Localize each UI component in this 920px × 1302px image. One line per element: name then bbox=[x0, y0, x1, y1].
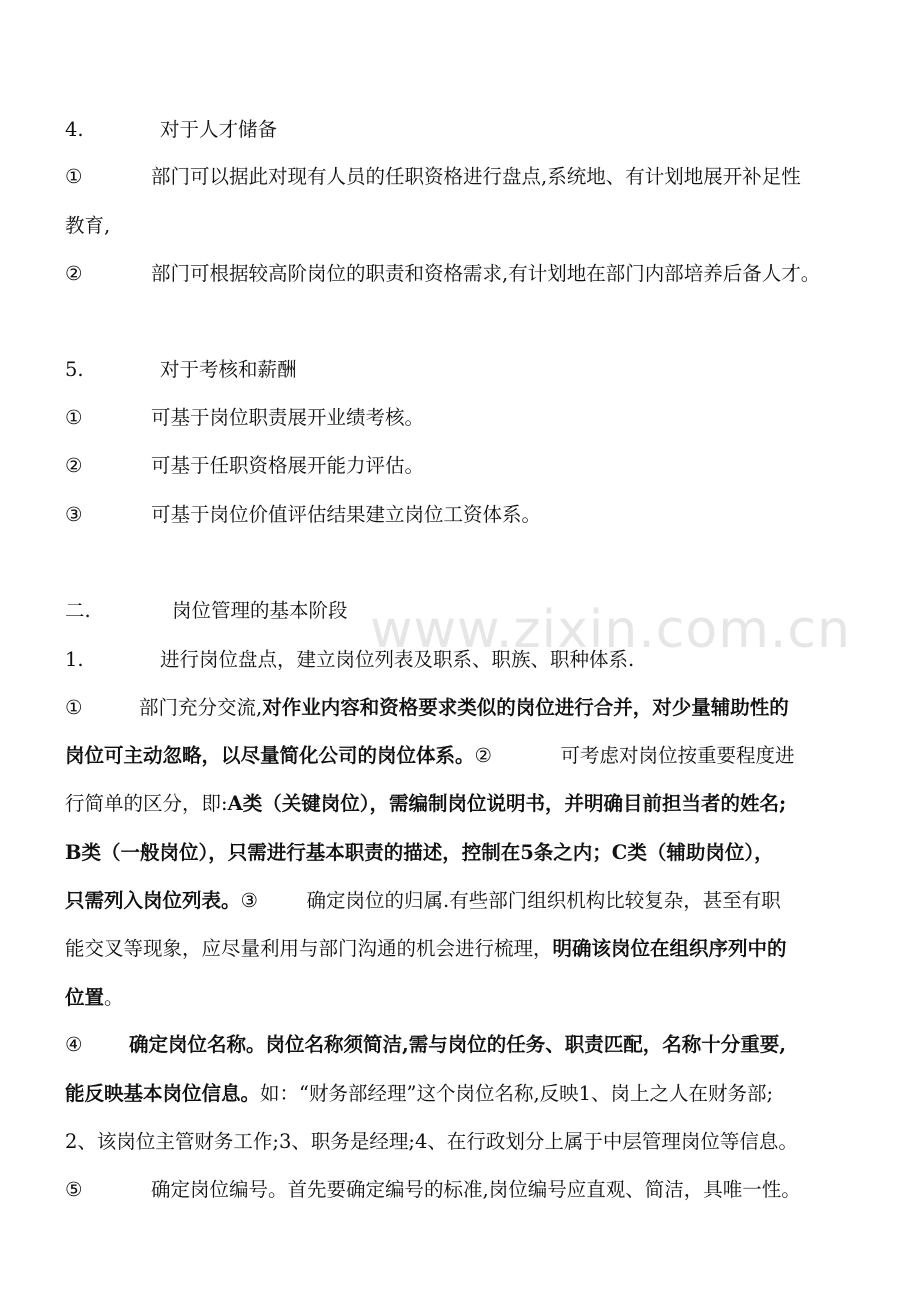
section4-item1-continuation: 教育, bbox=[65, 214, 111, 237]
paragraph-line-8 bbox=[65, 1030, 786, 1060]
text-plain: 确定岗位编号。首先要确定编号的标准,岗位编号应直观、简洁，具唯一性。 bbox=[151, 1178, 801, 1201]
text-bold: 确定岗位名称。岗位名称须简洁,需与岗位的任务、职责匹配，名称十分重要, bbox=[129, 1033, 787, 1056]
list-item-text: 可基于岗位职责展开业绩考核。 bbox=[151, 406, 425, 429]
part2-heading: 岗位管理的基本阶段 bbox=[172, 599, 348, 622]
list-marker: ① bbox=[65, 696, 83, 719]
list-item-text: 部门可根据较高阶岗位的职责和资格需求,有计划地在部门内部培养后备人才。 bbox=[151, 262, 821, 285]
list-marker: ③ bbox=[65, 503, 83, 526]
part2-title bbox=[65, 596, 348, 626]
text-bold: 只需列入岗位列表。 bbox=[65, 889, 241, 912]
text-bold: 能反映基本岗位信息。 bbox=[65, 1082, 261, 1105]
text-plain: 能交叉等现象，应尽量利用与部门沟通的机会进行梳理， bbox=[65, 937, 553, 960]
list-item-text: 可基于岗位价值评估结果建立岗位工资体系。 bbox=[151, 503, 542, 526]
paragraph-line-9 bbox=[65, 1079, 773, 1109]
paragraph-line-11 bbox=[65, 1175, 801, 1205]
text-bold: 位置 bbox=[65, 986, 105, 1009]
text-plain: 确定岗位的归属.有些部门组织机构比较复杂，甚至有职 bbox=[306, 889, 781, 912]
text-bold: B类（一般岗位），只需进行基本职责的描述，控制在5条之内；C类（辅助岗位）， bbox=[65, 841, 774, 864]
part2-number: 二. bbox=[65, 599, 91, 622]
text-plain: 行简单的区分，即: bbox=[65, 792, 228, 815]
list-marker: ① bbox=[65, 165, 83, 188]
sub1-heading: 进行岗位盘点，建立岗位列表及职系、职族、职种体系. bbox=[160, 648, 635, 671]
list-marker: ② bbox=[65, 262, 83, 285]
part2-sub1-title bbox=[65, 645, 634, 675]
paragraph-line-7 bbox=[65, 983, 124, 1013]
text-plain: 可考虑对岗位按重要程度进 bbox=[560, 744, 795, 767]
section5-item2 bbox=[65, 451, 424, 481]
section5-heading: 对于考核和薪酬 bbox=[160, 358, 297, 381]
paragraph-line-1 bbox=[65, 693, 789, 723]
list-marker: ② bbox=[474, 744, 492, 767]
list-marker: ③ bbox=[240, 889, 258, 912]
section5-item1 bbox=[65, 403, 424, 433]
paragraph-line-6 bbox=[65, 934, 787, 964]
list-item-text: 部门可以据此对现有人员的任职资格进行盘点,系统地、有计划地展开补足性 bbox=[151, 165, 801, 188]
section4-title bbox=[65, 115, 277, 145]
text-bold: A类（关键岗位），需编制岗位说明书，并明确目前担当者的姓名; bbox=[227, 792, 787, 815]
watermark: www.zixin.com.cn bbox=[370, 600, 851, 660]
paragraph-line-4 bbox=[65, 838, 774, 868]
section4-number: 4. bbox=[65, 118, 84, 141]
sub1-number: 1. bbox=[65, 648, 84, 671]
section5-title bbox=[65, 355, 297, 385]
section5-number: 5. bbox=[65, 358, 84, 381]
text-plain: 部门充分交流, bbox=[139, 696, 263, 719]
list-marker: ④ bbox=[65, 1033, 83, 1056]
text-bold: 明确该岗位在组织序列中的 bbox=[552, 937, 787, 960]
text-plain: 2、该岗位主管财务工作;3、职务是经理;4、在行政划分上属于中层管理岗位等信息。 bbox=[65, 1130, 798, 1153]
list-item-text: 可基于任职资格展开能力评估。 bbox=[151, 454, 425, 477]
text-bold: 对作业内容和资格要求类似的岗位进行合并，对少量辅助性的 bbox=[262, 696, 789, 719]
paragraph-line-3 bbox=[65, 789, 786, 819]
paragraph-line-10 bbox=[65, 1127, 798, 1157]
section4-heading: 对于人才储备 bbox=[160, 118, 278, 141]
section4-item1 bbox=[65, 162, 801, 192]
list-marker: ⑤ bbox=[65, 1178, 83, 1201]
section4-item2 bbox=[65, 259, 820, 289]
list-marker: ② bbox=[65, 454, 83, 477]
text-plain: 如：“财务部经理”这个岗位名称,反映1、岗上之人在财务部; bbox=[260, 1082, 774, 1105]
text-plain: 。 bbox=[104, 986, 124, 1009]
section5-item3 bbox=[65, 500, 541, 530]
list-marker: ① bbox=[65, 406, 83, 429]
text-bold: 岗位可主动忽略，以尽量简化公司的岗位体系。 bbox=[65, 744, 475, 767]
paragraph-line-2 bbox=[65, 741, 795, 771]
paragraph-line-5 bbox=[65, 886, 781, 916]
